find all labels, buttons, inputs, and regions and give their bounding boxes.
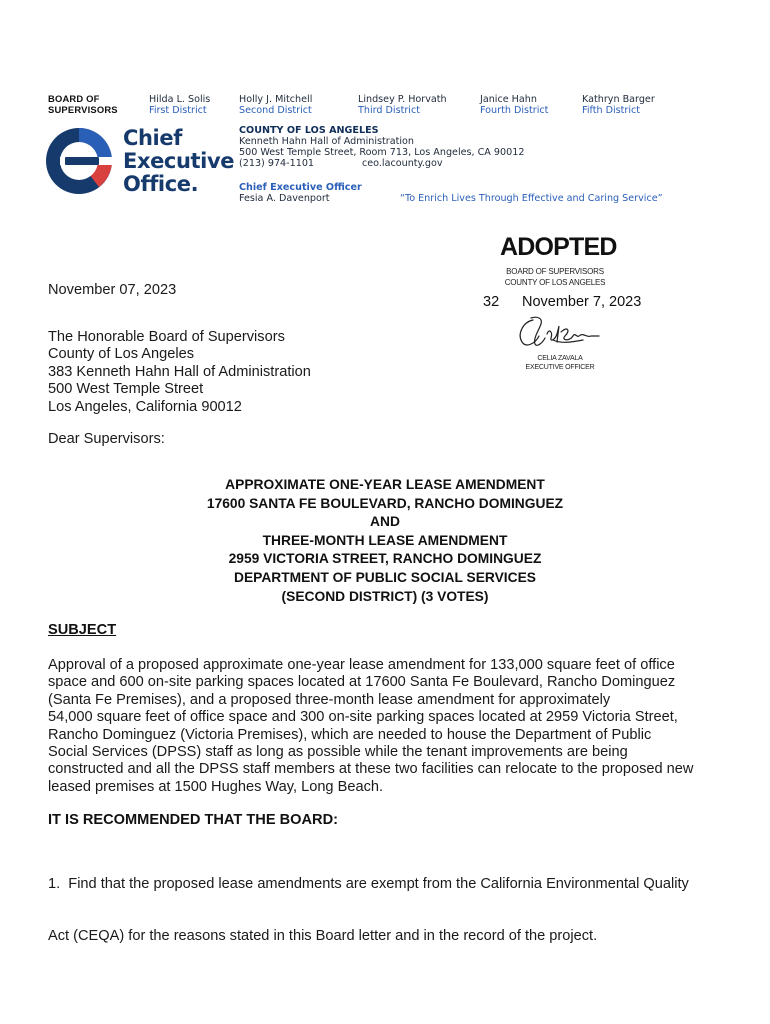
subject-line: space and 600 on-site parking spaces located at 17600 Santa Fe Boulevard, Rancho Dominguez: [48, 674, 676, 691]
subject-paragraph: [48, 657, 738, 796]
supervisor-first-district: [149, 94, 210, 116]
logo-text-line: Office.: [123, 172, 199, 196]
subject-line: (Santa Fe Premises), and a proposed three-month lease amendment for approximately: [48, 691, 611, 708]
salutation: Dear Supervisors:: [48, 431, 165, 447]
supervisor-second-district: [239, 94, 312, 116]
board-label-line: SUPERVISORS: [48, 104, 118, 115]
supervisor-district: Second District: [239, 105, 312, 116]
executive-officer-signature: [513, 312, 603, 354]
title-line: AND: [370, 514, 400, 530]
supervisor-name: Kathryn Barger: [582, 94, 655, 105]
recommendation-paragraph: [48, 841, 738, 963]
recipient-line: 383 Kenneth Hahn Hall of Administration: [48, 363, 311, 380]
supervisor-fifth-district: [582, 94, 655, 116]
title-line: DEPARTMENT OF PUBLIC SOCIAL SERVICES: [233, 569, 537, 585]
stamp-signer: [485, 354, 635, 372]
letter-title-block: [85, 476, 685, 606]
supervisor-district: Fourth District: [480, 105, 549, 116]
adopted-date: November 7, 2023: [522, 294, 642, 310]
stamp-org-line: BOARD OF SUPERVISORS: [506, 267, 604, 276]
ceo-block: [239, 182, 362, 204]
county-address-block: [239, 125, 659, 169]
recommendation-line: Act (CEQA) for the reasons stated in this Board letter and in the record of the project.: [48, 928, 598, 945]
subject-line: 54,000 square feet of office space and 300 on-site parking spaces located at 2959 Victoria Street,: [48, 709, 678, 726]
letter-date: November 07, 2023: [48, 282, 177, 298]
ceo-logo-icon: [44, 126, 114, 196]
logo-text-line: Executive: [123, 149, 235, 173]
recommendation-heading: IT IS RECOMMENDED THAT THE BOARD:: [48, 812, 338, 828]
subject-line: leased premises at 1500 Hughes Way, Long Beach.: [48, 778, 384, 795]
recipient-line: Los Angeles, California 90012: [48, 398, 242, 415]
subject-line: Social Services (DPSS) staff as long as possible while the tenant improvements are being: [48, 744, 628, 761]
subject-line: Approval of a proposed approximate one-year lease amendment for 133,000 square feet of office: [48, 657, 675, 673]
title-line: 17600 SANTA FE BOULEVARD, RANCHO DOMINGUEZ: [206, 495, 564, 511]
subject-line: Rancho Dominguez (Victoria Premises), which are needed to house the Department of Public: [48, 726, 652, 743]
logo-text-line: Chief: [123, 126, 182, 150]
supervisor-name: Holly J. Mitchell: [239, 94, 313, 105]
supervisor-name: Hilda L. Solis: [149, 94, 211, 105]
supervisor-district: Fifth District: [582, 105, 641, 116]
title-line: THREE-MONTH LEASE AMENDMENT: [262, 532, 508, 548]
subject-line: constructed and all the DPSS staff members at these two facilities can relocate to the proposed new: [48, 761, 694, 778]
street-address: 500 West Temple Street, Room 713, Los Angeles, CA 90012: [239, 147, 525, 158]
supervisor-fourth-district: [480, 94, 548, 116]
title-line: 2959 VICTORIA STREET, RANCHO DOMINGUEZ: [228, 551, 542, 567]
supervisor-third-district: [358, 94, 447, 116]
county-label: COUNTY OF LOS ANGELES: [239, 125, 379, 136]
ceo-title: Chief Executive Officer: [239, 182, 362, 193]
phone-number: (213) 974-1101: [239, 158, 315, 169]
subject-heading: SUBJECT: [48, 622, 117, 638]
recipient-line: The Honorable Board of Supervisors: [48, 329, 285, 345]
recommendation-line: 1. Find that the proposed lease amendments are exempt from the California Environmental Quality: [48, 875, 689, 892]
agenda-item-number: 32: [483, 294, 500, 310]
title-line: (SECOND DISTRICT) (3 VOTES): [281, 588, 489, 604]
stamp-signer-title: EXECUTIVE OFFICER: [525, 364, 595, 371]
website-link[interactable]: ceo.lacounty.gov: [362, 158, 443, 169]
county-motto: “To Enrich Lives Through Effective and Caring Service”: [400, 193, 663, 204]
supervisor-district: Third District: [358, 105, 420, 116]
adopted-stamp-org: [480, 266, 630, 288]
board-label-line: BOARD OF: [48, 93, 100, 104]
stamp-signer-name: CELIA ZAVALA: [537, 355, 583, 362]
recipient-line: 500 West Temple Street: [48, 381, 204, 398]
building-name: Kenneth Hahn Hall of Administration: [239, 136, 414, 147]
recipient-address: [48, 329, 311, 416]
recipient-line: County of Los Angeles: [48, 346, 195, 363]
stamp-org-line: COUNTY OF LOS ANGELES: [504, 278, 606, 287]
adopted-stamp-title: ADOPTED: [500, 233, 617, 261]
supervisor-name: Lindsey P. Horvath: [358, 94, 447, 105]
ceo-name: Fesia A. Davenport: [239, 193, 330, 204]
supervisor-name: Janice Hahn: [480, 94, 537, 105]
supervisor-district: First District: [149, 105, 207, 116]
board-of-supervisors-label: [48, 93, 118, 115]
title-line: APPROXIMATE ONE-YEAR LEASE AMENDMENT: [225, 477, 545, 492]
ceo-logo-text: [123, 127, 234, 196]
